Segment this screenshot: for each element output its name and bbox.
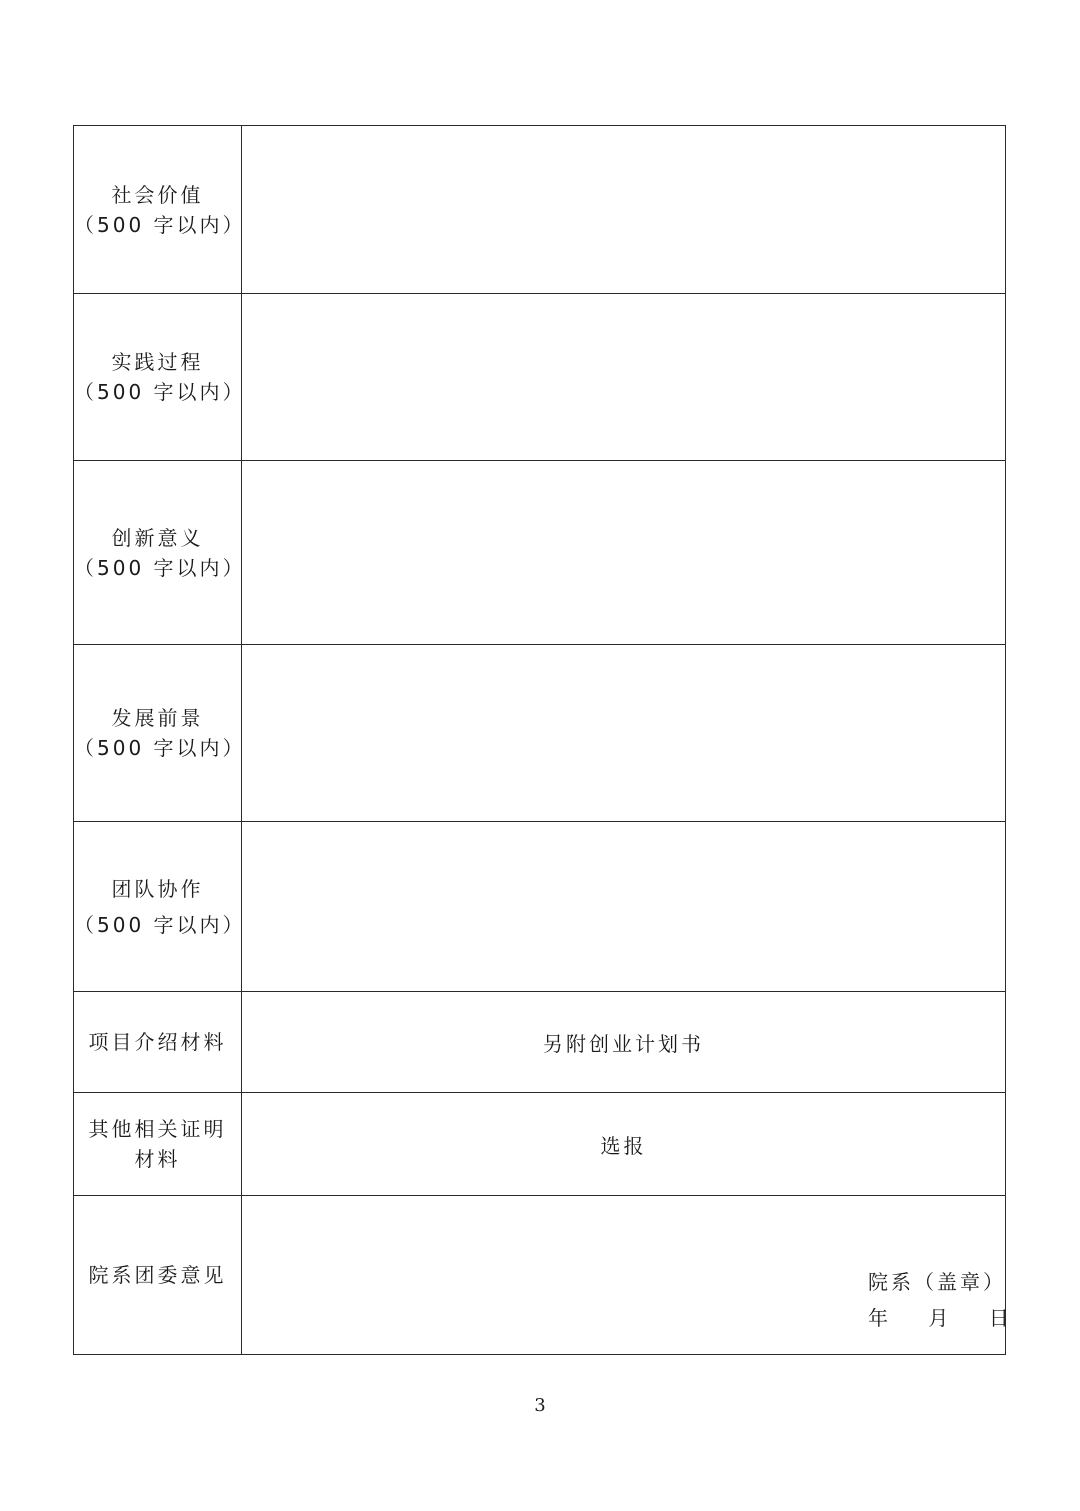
- label-word-limit: （500 字以内）: [74, 736, 246, 760]
- label-title: 团队协作: [111, 876, 204, 901]
- label-word-limit: （500 字以内）: [74, 555, 246, 580]
- label-title: 社会价值: [111, 182, 204, 207]
- row-innovation-significance: [74, 461, 1006, 645]
- seal-block: [868, 1264, 1012, 1336]
- row-practice-process: [74, 294, 1006, 461]
- label-project-materials: 项目介绍材料: [74, 992, 242, 1093]
- field-social-value[interactable]: [242, 126, 1006, 294]
- date-line: 年 月 日: [868, 1306, 1012, 1330]
- row-social-value: [74, 126, 1006, 294]
- label-title: 创新意义: [111, 525, 204, 550]
- application-form-table: [73, 125, 1012, 1355]
- row-development-prospect: [74, 645, 1006, 822]
- row-project-materials: [74, 992, 1006, 1093]
- field-team-collaboration[interactable]: [242, 822, 1006, 992]
- label-innovation-significance: [74, 461, 246, 645]
- label-title-cont: 材料: [134, 1147, 181, 1171]
- label-department-opinion: 院系团委意见: [74, 1196, 242, 1355]
- label-word-limit: （500 字以内）: [74, 212, 246, 237]
- label-development-prospect: [74, 645, 246, 822]
- label-other-proof-materials: [74, 1093, 242, 1196]
- label-word-limit: （500 字以内）: [74, 380, 246, 404]
- label-title: 其他相关证明: [88, 1117, 227, 1141]
- row-team-collaboration: [74, 822, 1006, 992]
- seal-label: 院系（盖章）: [868, 1270, 1006, 1294]
- row-department-opinion: [74, 1196, 1006, 1355]
- field-innovation-significance[interactable]: [242, 461, 1006, 645]
- field-project-materials[interactable]: 另附创业计划书: [242, 992, 1006, 1093]
- field-other-proof-materials[interactable]: 选报: [242, 1093, 1006, 1196]
- page-number: 3: [534, 1395, 546, 1416]
- label-practice-process: [74, 294, 246, 461]
- label-word-limit: （500 字以内）: [74, 912, 246, 937]
- label-title: 实践过程: [111, 350, 204, 374]
- field-practice-process[interactable]: [242, 294, 1006, 461]
- row-other-proof-materials: [74, 1093, 1006, 1196]
- field-department-opinion[interactable]: [242, 1196, 1012, 1355]
- label-social-value: [74, 126, 246, 294]
- field-development-prospect[interactable]: [242, 645, 1006, 822]
- label-title: 发展前景: [111, 706, 204, 730]
- label-team-collaboration: [74, 822, 246, 992]
